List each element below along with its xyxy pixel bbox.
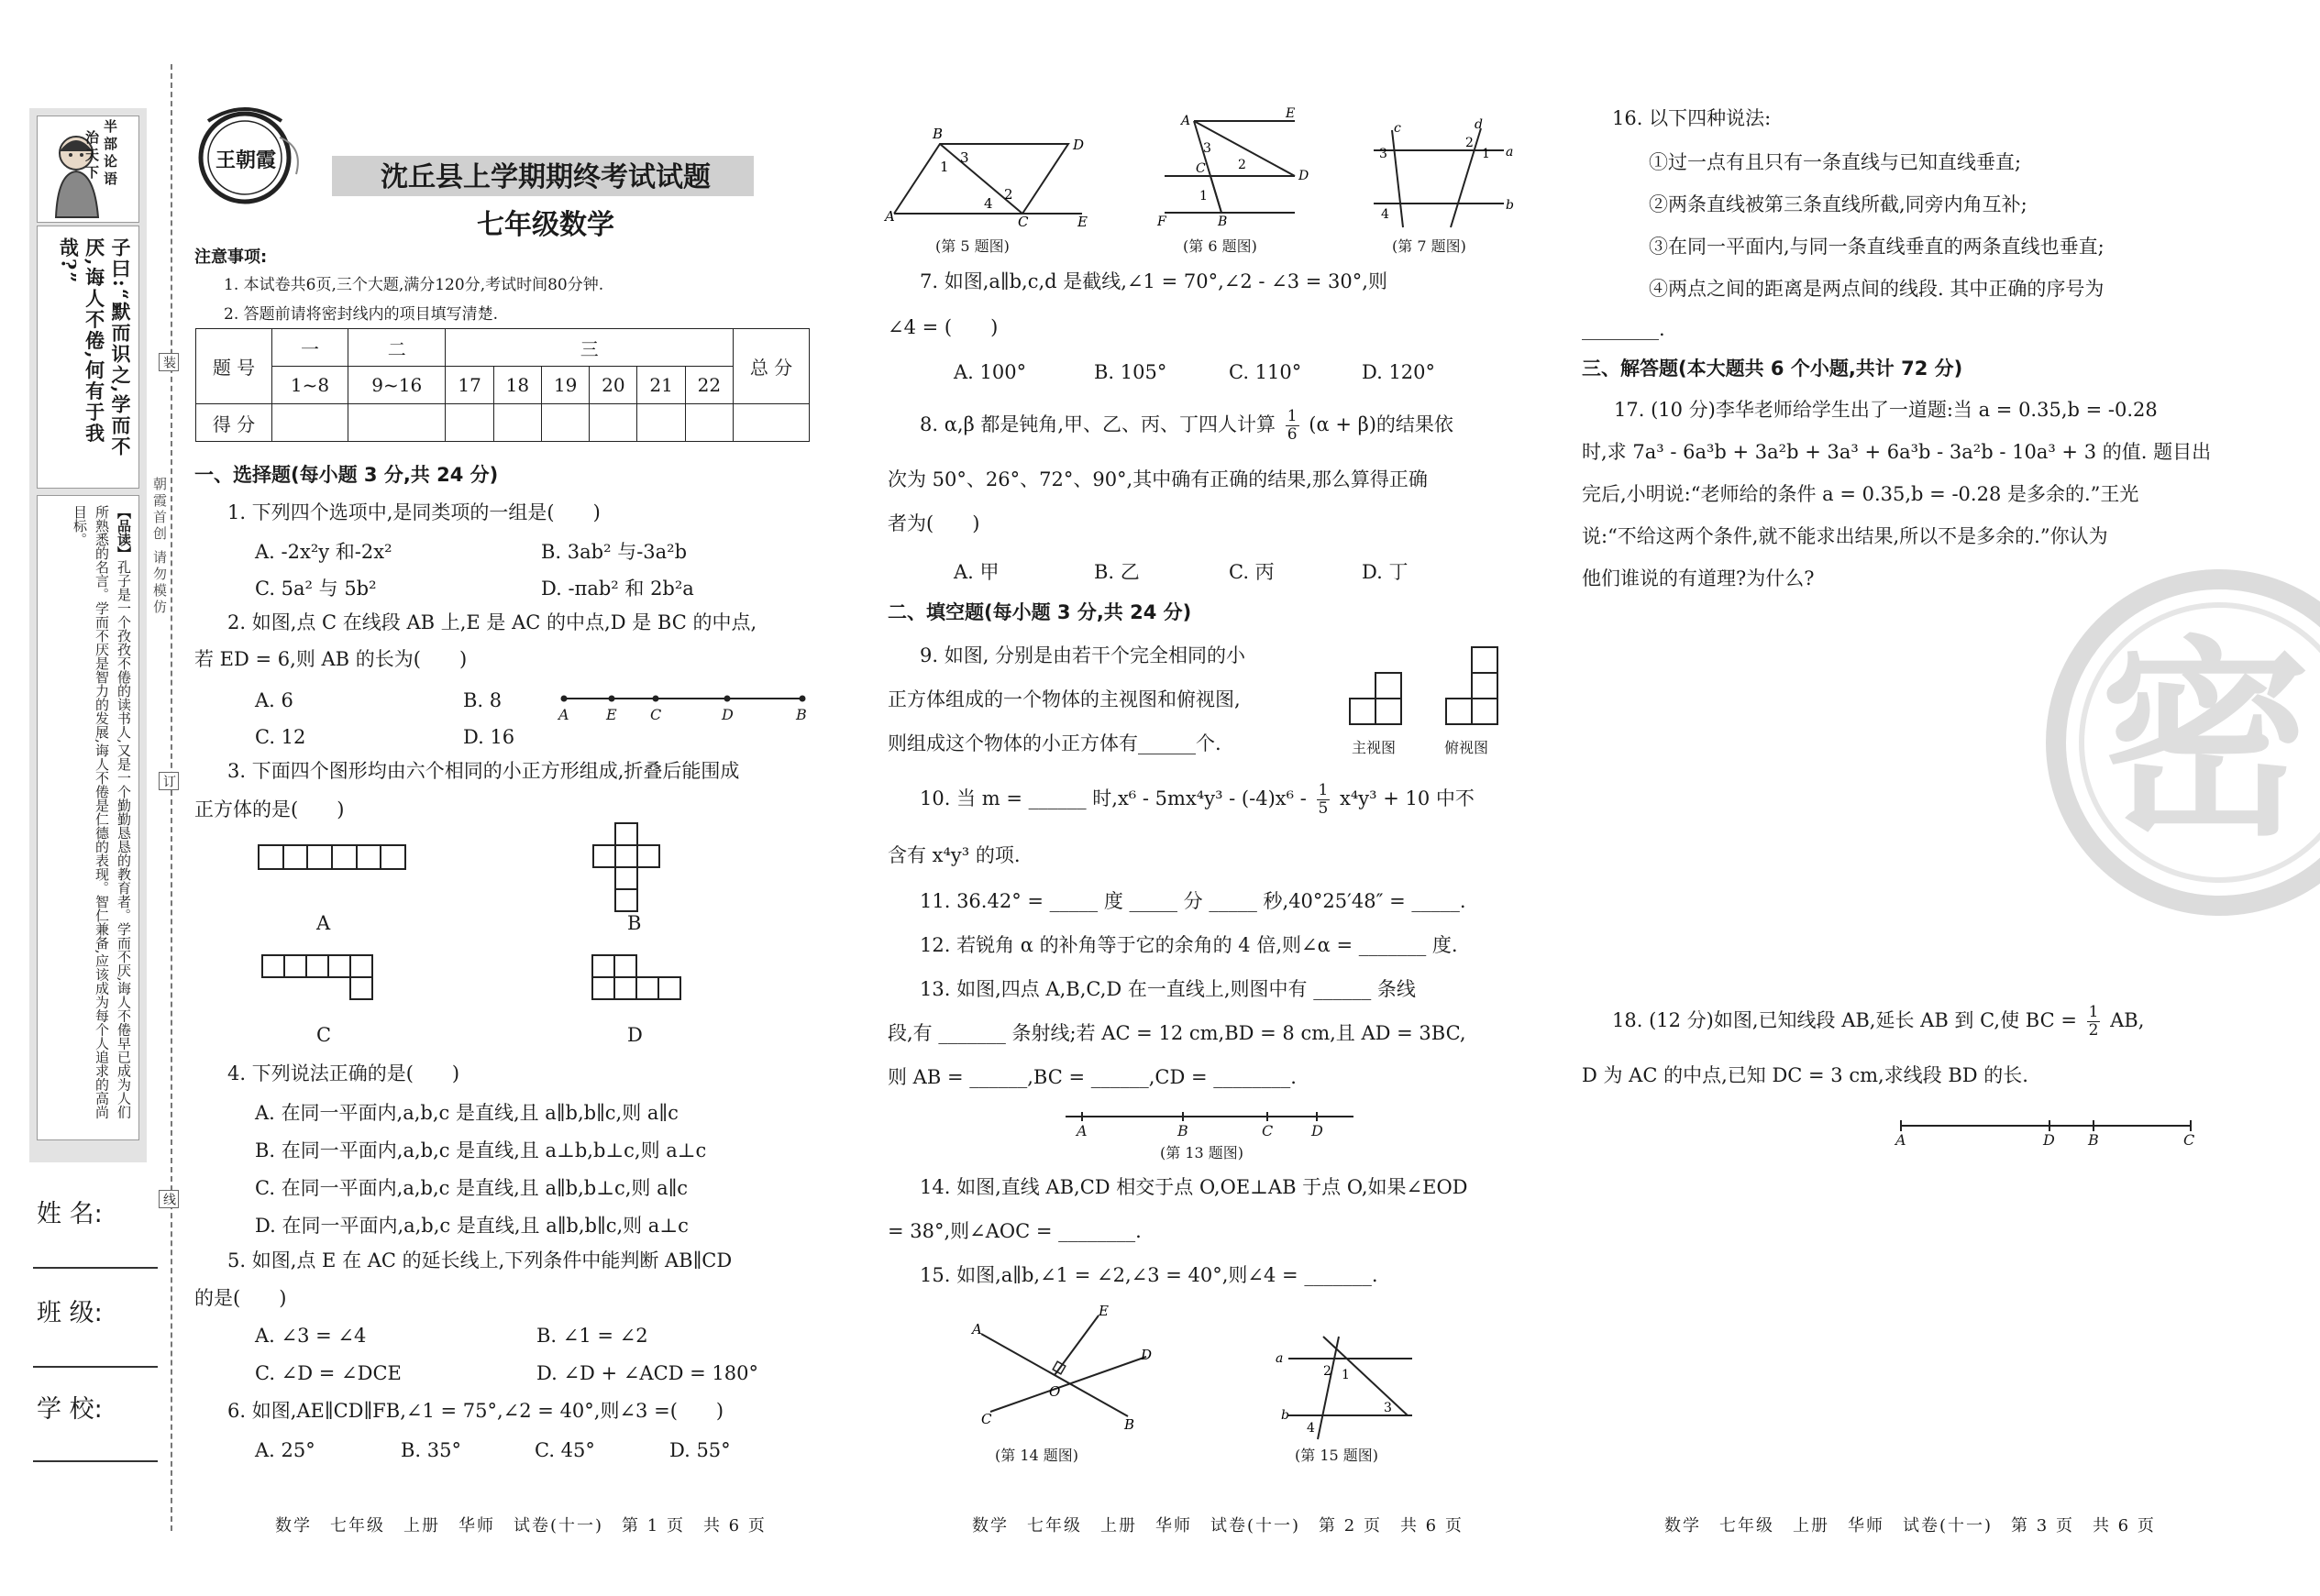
svg-text:3: 3 [1384,1401,1392,1415]
q2-option-a: A. 6 [255,689,293,711]
q7-option-d: D. 120° [1362,361,1436,383]
q5-option-d: D. ∠D + ∠ACD = 180° [536,1362,759,1384]
q8-fraction [1286,408,1299,443]
svg-text:A: A [885,208,895,225]
seal-line [171,64,172,1531]
svg-text:B: B [1218,215,1228,229]
score-head-total: 总 分 [734,329,810,404]
q18-frac-den: 2 [2088,1021,2099,1040]
net-label-c: C [316,1024,332,1046]
footer-page-3: 数学 七年级 上册 华师 试卷(十一) 第 3 页 共 6 页 [1664,1516,2156,1535]
score-col: 20 [590,367,637,404]
score-col: 18 [493,367,541,404]
q9-front-view [1348,669,1405,737]
q6-option-a: A. 25° [255,1439,315,1461]
svg-text:4: 4 [1381,207,1389,222]
score-cell[interactable] [637,404,685,442]
q11-text: 11. 36.42° = _____ 度 _____ 分 _____ 秒,40°25′48″ = _____. [920,890,1466,912]
figure-q7 [1366,119,1513,229]
q13-line2: 段,有 _______ 条射线;若 AC = 12 cm,BD = 8 cm,且 AD = 3BC, [888,1022,1466,1044]
seal-char-2: 订 [159,772,179,790]
net-label-b: B [627,912,642,934]
q10-line1 [920,781,1475,818]
svg-text:d: d [1475,117,1483,132]
q8-stem-3: 者为( ) [888,512,980,534]
q2-point-label: D [722,706,734,723]
score-col: 1~8 [272,367,348,404]
net-figure-a [257,843,413,876]
q2-point-label: A [558,706,569,723]
q2-stem: 2. 如图,点 C 在线段 AB 上,E 是 AC 的中点,D 是 BC 的中点, [227,611,757,633]
q2-option-b: B. 8 [463,689,503,711]
q4-option-b: B. 在同一平面内,a,b,c 是直线,且 a⊥b,b⊥c,则 a⊥c [255,1139,707,1161]
name-field[interactable] [33,1267,158,1269]
q2-point-label: C [650,706,662,723]
score-head-sec3: 三 [446,329,734,367]
q10-line1-b: x⁴y³ + 10 中不 [1340,787,1475,809]
q13-point-label: A [1077,1122,1088,1139]
section-3-title: 三、解答题(本大题共 6 个小题,共计 72 分) [1582,358,1963,380]
q9-line1: 9. 如图, 分别是由若干个完全相同的小 [920,644,1246,666]
q13-line3: 则 AB = ______,BC = ______,CD = ________. [888,1066,1297,1088]
q18-line1-a: 18. (12 分)如图,已知线段 AB,延长 AB 到 C,使 BC = [1612,1009,2077,1031]
svg-text:2: 2 [1465,136,1474,150]
q13-point-label: C [1262,1122,1274,1139]
q13-point-label: D [1311,1122,1323,1139]
svg-text:4: 4 [1307,1421,1315,1436]
q9-line2: 正方体组成的一个物体的主视图和俯视图, [888,688,1241,710]
strip-top-label-1: 半部论语 [102,119,118,189]
svg-text:C: C [1018,214,1029,230]
q13-line-figure [1064,1109,1357,1142]
svg-text:D: D [1141,1347,1153,1363]
q6-stem: 6. 如图,AE∥CD∥FB,∠1 = 75°,∠2 = 40°,则∠3 =( ) [227,1400,724,1422]
figure-q6 [1157,106,1313,229]
svg-text:D: D [1073,137,1085,153]
q10-fraction [1317,782,1331,817]
q2-option-c: C. 12 [255,726,306,748]
watermark-seal [2036,550,2320,935]
seal-char-3: 线 [159,1190,179,1208]
exam-subtitle: 七年级数学 [477,209,614,241]
q2-option-d: D. 16 [463,726,515,748]
score-cell[interactable] [541,404,589,442]
q6-option-b: B. 35° [401,1439,462,1461]
q1-stem: 1. 下列四个选项中,是同类项的一组是( ) [227,501,601,523]
class-field[interactable] [33,1366,158,1368]
net-label-d: D [627,1024,643,1046]
q7-option-a: A. 100° [954,361,1027,383]
q1-option-b: B. 3ab² 与-3a²b [541,541,688,563]
q2-point-label: B [796,706,807,723]
svg-text:b: b [1281,1408,1289,1423]
notes-item-1: 1. 本试卷共6页,三个大题,满分120分,考试时间80分钟. [224,276,604,294]
caption-fig-6: (第 6 题图) [1183,237,1257,255]
svg-text:B: B [933,126,944,142]
q8-option-d: D. 丁 [1362,561,1409,583]
q17-line5: 他们谁说的有道理?为什么? [1582,567,1815,589]
svg-text:b: b [1506,198,1514,213]
q1-option-c: C. 5a² 与 5b² [255,578,377,600]
score-cell[interactable] [272,404,348,442]
score-cell[interactable] [446,404,493,442]
copyright-note: 朝霞首创 请勿模仿 [151,477,168,616]
score-row-label-number: 题 号 [196,329,272,404]
q3-stem-2: 正方体的是( ) [194,798,345,820]
score-cell[interactable] [493,404,541,442]
q7-stem: 7. 如图,a∥b,c,d 是截线,∠1 = 70°,∠2 - ∠3 = 30°,则 [920,270,1387,292]
svg-text:D: D [1298,169,1309,183]
svg-text:O: O [1049,1383,1061,1400]
q13-point-label: B [1177,1122,1188,1139]
svg-text:a: a [1506,145,1514,160]
q4-option-c: C. 在同一平面内,a,b,c 是直线,且 a∥b,b⊥c,则 a∥c [255,1177,689,1199]
svg-text:1: 1 [1199,189,1208,204]
q3-stem: 3. 下面四个图形均由六个相同的小正方形组成,折叠后能围成 [227,760,740,782]
svg-text:A: A [1181,114,1191,128]
section-1-title: 一、选择题(每小题 3 分,共 24 分) [194,464,499,486]
svg-text:1: 1 [1342,1368,1350,1382]
q6-option-c: C. 45° [535,1439,595,1461]
class-label: 班 级: [37,1299,103,1327]
q17-line1: 17. (10 分)李华老师给学生出了一道题:当 a = 0.35,b = -0.28 [1614,399,2158,421]
q16-statement-3: ③在同一平面内,与同一条直线垂直的两条直线也垂直; [1649,236,2105,258]
brand-logo [188,101,307,211]
q7-stem-2: ∠4 = ( ) [888,316,999,338]
svg-text:3: 3 [960,149,969,166]
q16-blank: ________. [1582,318,1665,340]
seal-char-1: 装 [159,353,179,371]
svg-text:E: E [1077,214,1088,230]
binding-strip [29,108,147,1162]
q14-caption: (第 14 题图) [995,1447,1079,1464]
svg-text:a: a [1276,1351,1284,1366]
q8-option-c: C. 丙 [1229,561,1275,583]
svg-text:E: E [1286,106,1296,121]
q18-point-label: B [2088,1131,2099,1149]
q18-point-label: C [2183,1131,2195,1149]
svg-text:2: 2 [1004,186,1013,203]
svg-text:A: A [972,1321,982,1337]
caption-fig-5: (第 5 题图) [935,237,1010,255]
svg-text:C: C [1196,161,1206,176]
q5-stem: 5. 如图,点 E 在 AC 的延长线上,下列条件中能判断 AB∥CD [227,1249,733,1271]
q6-option-d: D. 55° [669,1439,731,1461]
q14-line1: 14. 如图,直线 AB,CD 相交于点 O,OE⊥AB 于点 O,如果∠EOD [920,1176,1468,1198]
score-head-sec2: 二 [348,329,446,367]
q9-front-caption: 主视图 [1352,739,1397,756]
confucius-quote: 子曰:“默而识之,学而不厌,诲人不倦,何有于我哉?” [57,237,132,458]
net-figure-c [260,953,389,1012]
score-col: 22 [685,367,733,404]
footer-page-2: 数学 七年级 上册 华师 试卷(十一) 第 2 页 共 6 页 [972,1516,1464,1535]
q17-line4: 说:“不给这两个条件,就不能求出结果,所以不是多余的.”你认为 [1582,525,2108,547]
svg-text:2: 2 [1323,1364,1331,1379]
q2-segment-figure [555,689,812,726]
score-cell[interactable] [685,404,733,442]
q16-statement-4: ④两点之间的距离是两点间的线段. 其中正确的序号为 [1649,278,2105,300]
svg-text:3: 3 [1379,147,1387,161]
svg-text:F: F [1157,215,1166,229]
q5-option-b: B. ∠1 = ∠2 [536,1325,648,1347]
q9-line3: 则组成这个物体的小正方体有______个. [888,732,1221,754]
q8-stem-a: 8. α,β 都是钝角,甲、乙、丙、丁四人计算 [920,413,1276,435]
svg-text:C: C [981,1411,992,1427]
score-col: 21 [637,367,685,404]
q8-stem-b: (α + β)的结果依 [1309,413,1453,435]
school-label: 学 校: [37,1395,103,1424]
name-label: 姓 名: [37,1200,103,1228]
q10-frac-num: 1 [1318,781,1329,800]
score-col: 19 [541,367,589,404]
strip-top-label-2: 治天下 [83,130,100,182]
figure-q15 [1270,1302,1421,1444]
figure-q14 [963,1303,1174,1444]
q8-stem-2: 次为 50°、26°、72°、90°,其中确有正确的结果,那么算得正确 [888,468,1428,490]
q16-statement-1: ①过一点有且只有一条直线与已知直线垂直; [1649,151,2022,173]
net-figure-d [591,953,691,1012]
q8-frac-den: 6 [1287,425,1298,444]
q4-stem: 4. 下列说法正确的是( ) [227,1062,460,1084]
quote-box [37,226,139,489]
q13-line1: 13. 如图,四点 A,B,C,D 在一直线上,则图中有 ______ 条线 [920,978,1416,1000]
svg-text:3: 3 [1203,141,1211,156]
comment-text: 孔子是一个孜孜不倦的读书人,又是一个勤勤恳恳的教育者。学而不厌,诲人不倦早已成为人们所熟悉的名言。学而不厌是智力的发展,诲人不倦是仁德的表现。智仁兼备,应该成为每个人追求的高尚目标。 [72,505,132,1119]
q2-point-label: E [606,706,617,723]
q10-frac-den: 5 [1318,799,1329,818]
q10-line1-a: 10. 当 m = ______ 时,x⁶ - 5mx⁴y³ - (-4)x⁶ - [920,787,1307,809]
q18-frac-num: 1 [2088,1003,2099,1022]
svg-text:1: 1 [940,159,949,175]
q18-line1 [1612,1003,2144,1040]
q16-statement-2: ②两条直线被第三条直线所截,同旁内角互补; [1649,193,2027,215]
watermark-char: 密 [2100,620,2312,864]
school-field[interactable] [33,1460,158,1462]
q8-frac-num: 1 [1287,407,1298,426]
svg-text:1: 1 [1482,147,1490,161]
q5-option-c: C. ∠D = ∠DCE [255,1362,402,1384]
q8-stem-line1 [920,407,1453,444]
exam-title: 沈丘县上学期期终考试试题 [381,161,711,193]
q4-option-d: D. 在同一平面内,a,b,c 是直线,且 a∥b,b∥c,则 a⊥c [255,1215,689,1237]
notes-title: 注意事项: [194,248,268,267]
score-col: 9~16 [348,367,446,404]
q18-point-label: A [1895,1131,1906,1149]
q18-line1-b: AB, [2110,1009,2145,1031]
score-table [195,328,810,442]
q17-line2: 时,求 7a³ - 6a³b + 3a²b + 3a³ + 6a³b - 3a²b - 10a³ + 3 的值. 题目出 [1582,441,2212,463]
q4-option-a: A. 在同一平面内,a,b,c 是直线,且 a∥b,b∥c,则 a∥c [255,1102,679,1124]
q9-top-caption: 俯视图 [1444,739,1489,756]
q17-line3: 完后,小明说:“老师给的条件 a = 0.35,b = -0.28 是多余的.”王光 [1582,483,2139,505]
svg-text:B: B [1124,1416,1135,1433]
q1-option-d: D. -πab² 和 2b²a [541,578,694,600]
notes-item-2: 2. 答题前请将密封线内的项目填写清楚. [224,305,499,324]
score-cell[interactable] [590,404,637,442]
score-head-sec1: 一 [272,329,348,367]
score-col: 17 [446,367,493,404]
net-label-a: A [316,912,331,934]
q7-option-c: C. 110° [1229,361,1302,383]
q7-option-b: B. 105° [1094,361,1167,383]
svg-text:E: E [1099,1303,1109,1319]
q8-option-a: A. 甲 [954,561,1000,583]
caption-fig-7: (第 7 题图) [1392,237,1466,255]
score-row-label-score: 得 分 [196,404,272,442]
score-cell[interactable] [734,404,810,442]
q18-line-figure [1894,1118,2196,1155]
q18-fraction [2087,1004,2101,1039]
q13-caption: (第 13 题图) [1160,1144,1244,1161]
q15-caption: (第 15 题图) [1295,1447,1379,1464]
q18-point-label: D [2043,1131,2055,1149]
score-cell[interactable] [348,404,446,442]
net-figure-b [591,821,682,922]
figure-q5 [885,124,1088,230]
q16-stem: 16. 以下四种说法: [1612,107,1772,129]
svg-text:4: 4 [984,195,993,212]
svg-text:c: c [1394,121,1401,136]
footer-page-1: 数学 七年级 上册 华师 试卷(十一) 第 1 页 共 6 页 [275,1516,767,1535]
section-2-title: 二、填空题(每小题 3 分,共 24 分) [888,601,1192,623]
q18-line2: D 为 AC 的中点,已知 DC = 3 cm,求线段 BD 的长. [1582,1064,2028,1086]
q15-text: 15. 如图,a∥b,∠1 = ∠2,∠3 = 40°,则∠4 = _______. [920,1264,1378,1286]
svg-text:2: 2 [1238,158,1246,172]
comment-title: 【品读】 [116,505,132,560]
comment-box [37,495,139,1140]
q2-stem-2: 若 ED = 6,则 AB 的长为( ) [194,648,468,670]
q5-stem-2: 的是( ) [194,1287,287,1309]
q14-line2: = 38°,则∠AOC = ________. [888,1220,1142,1242]
q1-option-a: A. -2x²y 和-2x² [255,541,392,563]
brand-logo-text: 王朝霞 [215,149,276,172]
q5-option-a: A. ∠3 = ∠4 [255,1325,367,1347]
q9-top-view [1444,645,1501,737]
q10-line2: 含有 x⁴y³ 的项. [888,844,1021,866]
q12-text: 12. 若锐角 α 的补角等于它的余角的 4 倍,则∠α = _______ 度. [920,934,1458,956]
q8-option-b: B. 乙 [1094,561,1140,583]
